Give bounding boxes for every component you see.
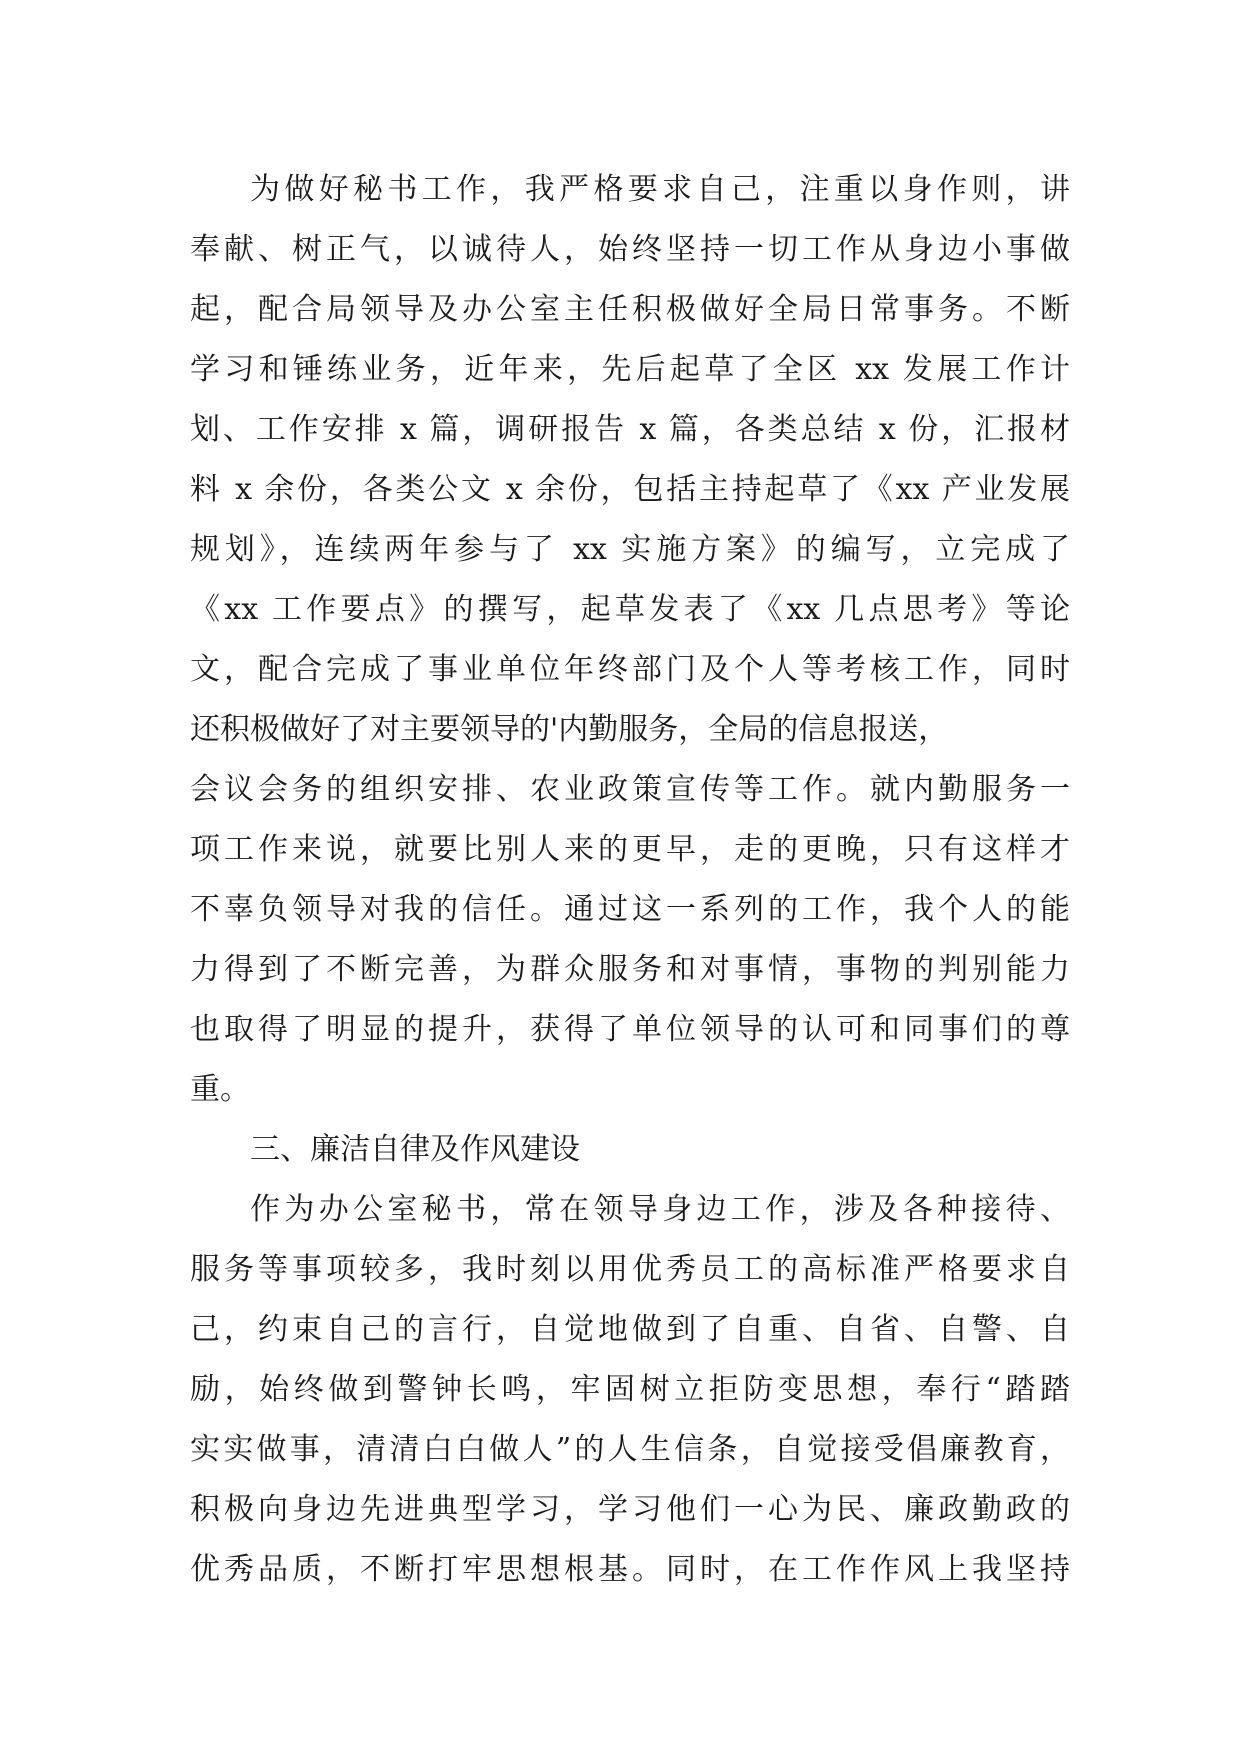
text-line: 己，约束自己的言行，自觉地做到了自重、自省、自警、自 [190, 1312, 1070, 1347]
section-heading: 三、廉洁自律及作风建设 [250, 1132, 580, 1167]
text-line: 实实做事，清清白白做人”的人生信条，自觉接受倡廉教育， [190, 1432, 1070, 1467]
text-line: 学习和锤练业务，近年来，先后起草了全区 xx 发展工作计 [190, 352, 1070, 387]
text-line: 力得到了不断完善，为群众服务和对事情，事物的判别能力 [190, 952, 1070, 987]
text-line: 积极向身边先进典型学习，学习他们一心为民、廉政勤政的 [190, 1492, 1070, 1527]
text-line: 服务等事项较多，我时刻以用优秀员工的高标准严格要求自 [190, 1252, 1070, 1287]
document-body [190, 160, 1070, 1600]
text-line: 重。 [190, 1072, 250, 1107]
text-line: 励，始终做到警钟长鸣，牢固树立拒防变思想，奉行“踏踏 [190, 1372, 1070, 1407]
text-line: 文，配合完成了事业单位年终部门及个人等考核工作，同时 [190, 652, 1070, 687]
text-line: 料 x 余份，各类公文 x 余份，包括主持起草了《xx 产业发展 [190, 472, 1070, 507]
text-line: 项工作来说，就要比别人来的更早，走的更晚，只有这样才 [190, 832, 1070, 867]
text-line: 奉献、树正气，以诚待人，始终坚持一切工作从身边小事做 [190, 232, 1070, 267]
text-line: 优秀品质，不断打牢思想根基。同时，在工作作风上我坚持 [190, 1552, 1070, 1587]
text-line: 《xx 工作要点》的撰写，起草发表了《xx 几点思考》等论 [190, 592, 1070, 627]
text-line: 划、工作安排 x 篇，调研报告 x 篇，各类总结 x 份，汇报材 [190, 412, 1070, 447]
text-line: 作为办公室秘书，常在领导身边工作，涉及各种接待、 [250, 1192, 1070, 1227]
text-line: 为做好秘书工作，我严格要求自己，注重以身作则，讲 [250, 172, 1070, 207]
paragraph-secretary-work [190, 160, 1070, 1120]
text-line: 会议会务的组织安排、农业政策宣传等工作。就内勤服务一 [190, 772, 1070, 807]
paragraph-integrity [190, 1180, 1070, 1600]
text-line: 不辜负领导对我的信任。通过这一系列的工作，我个人的能 [190, 892, 1070, 927]
text-line: 也取得了明显的提升，获得了单位领导的认可和同事们的尊 [190, 1012, 1070, 1047]
text-line: 规划》，连续两年参与了 xx 实施方案》的编写，立完成了 [190, 532, 1070, 567]
text-line: 起，配合局领导及办公室主任积极做好全局日常事务。不断 [190, 292, 1070, 327]
text-line: 还积极做好了对主要领导的'内勤服务，全局的信息报送， [190, 712, 949, 747]
